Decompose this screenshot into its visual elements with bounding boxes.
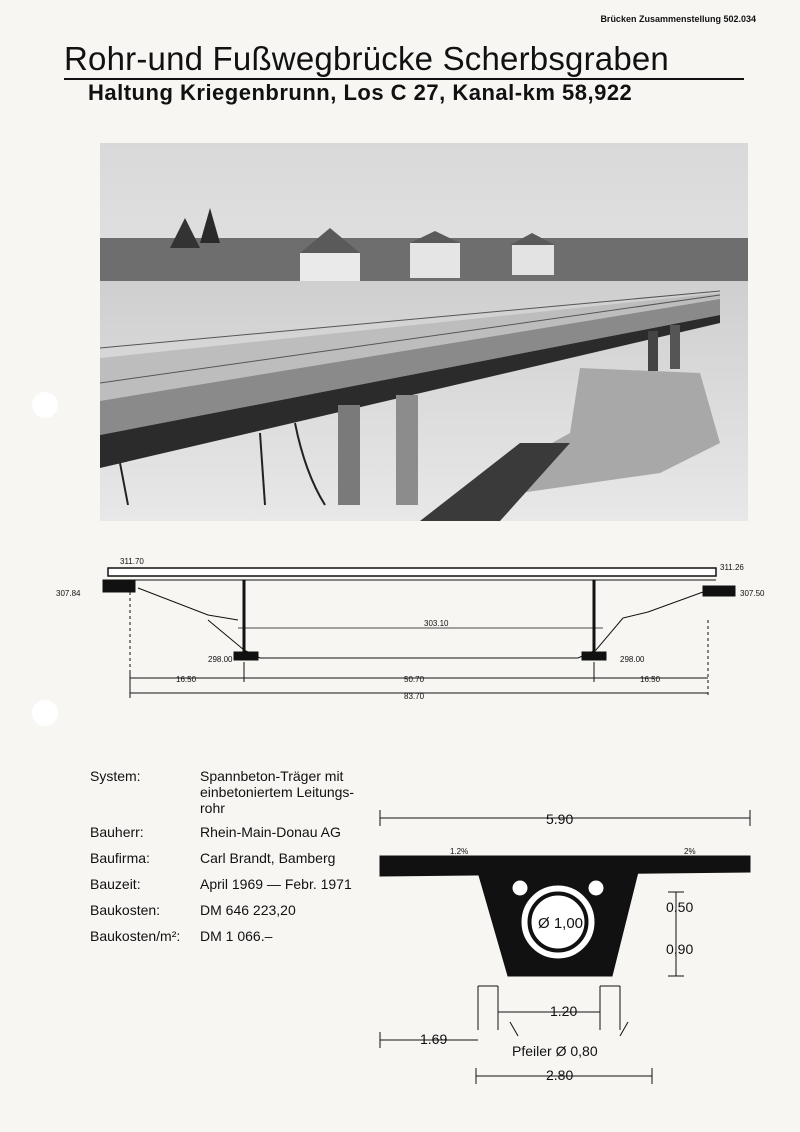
level-left-abutment: 307.84 — [56, 589, 81, 598]
level-right-abutment: 307.50 — [740, 589, 765, 598]
span-left: 16.50 — [176, 675, 197, 684]
cross-slope-left: 1.2% — [450, 847, 469, 856]
page-title: Rohr-und Fußwegbrücke Scherbsgraben — [64, 40, 744, 80]
longitudinal-elevation-drawing — [48, 550, 768, 715]
spec-value: DM 1 066.– — [200, 928, 273, 944]
spec-value: Rhein-Main-Donau AG — [200, 824, 341, 840]
span-total: 83.70 — [404, 692, 425, 701]
span-right: 16.50 — [640, 675, 661, 684]
spec-key: Baukosten/m²: — [90, 928, 181, 944]
cross-slope-right: 2% — [684, 847, 696, 856]
level-water: 303.10 — [424, 619, 449, 628]
cross-pipe-diameter: Ø 1,00 — [538, 915, 584, 932]
spec-key: System: — [90, 768, 141, 784]
spec-value: DM 646 223,20 — [200, 902, 296, 918]
cross-section-drawing — [370, 800, 770, 1090]
level-left-top: 311.70 — [120, 557, 144, 566]
punch-hole — [32, 392, 58, 418]
cross-height-top: 0.50 — [666, 899, 694, 915]
cross-pier-span: 2.80 — [546, 1067, 574, 1083]
cross-pier-offset: 1.69 — [420, 1031, 448, 1047]
spec-value: Carl Brandt, Bamberg — [200, 850, 336, 866]
spec-key: Baufirma: — [90, 850, 150, 866]
span-middle: 50.70 — [404, 675, 425, 684]
cross-width-total: 5.90 — [546, 811, 574, 827]
page-subtitle: Haltung Kriegenbrunn, Los C 27, Kanal-km 58,922 — [88, 80, 633, 105]
spec-value: Spannbeton-Träger mit einbetoniertem Leitungs-rohr — [200, 768, 355, 816]
cross-height-bottom: 0,90 — [666, 941, 694, 957]
bridge-photo — [100, 143, 748, 521]
cross-pier-label: Pfeiler Ø 0,80 — [512, 1043, 598, 1059]
level-right-foot: 298.00 — [620, 655, 645, 664]
spec-key: Baukosten: — [90, 902, 161, 918]
spec-key: Bauherr: — [90, 824, 144, 840]
spec-key: Bauzeit: — [90, 876, 141, 892]
document-reference: Brücken Zusammenstellung 502.034 — [600, 14, 756, 24]
spec-value: April 1969 — Febr. 1971 — [200, 876, 352, 892]
level-left-foot: 298.00 — [208, 655, 233, 664]
cross-pier-gap: 1.20 — [550, 1003, 578, 1019]
level-right-top: 311.26 — [720, 563, 744, 572]
